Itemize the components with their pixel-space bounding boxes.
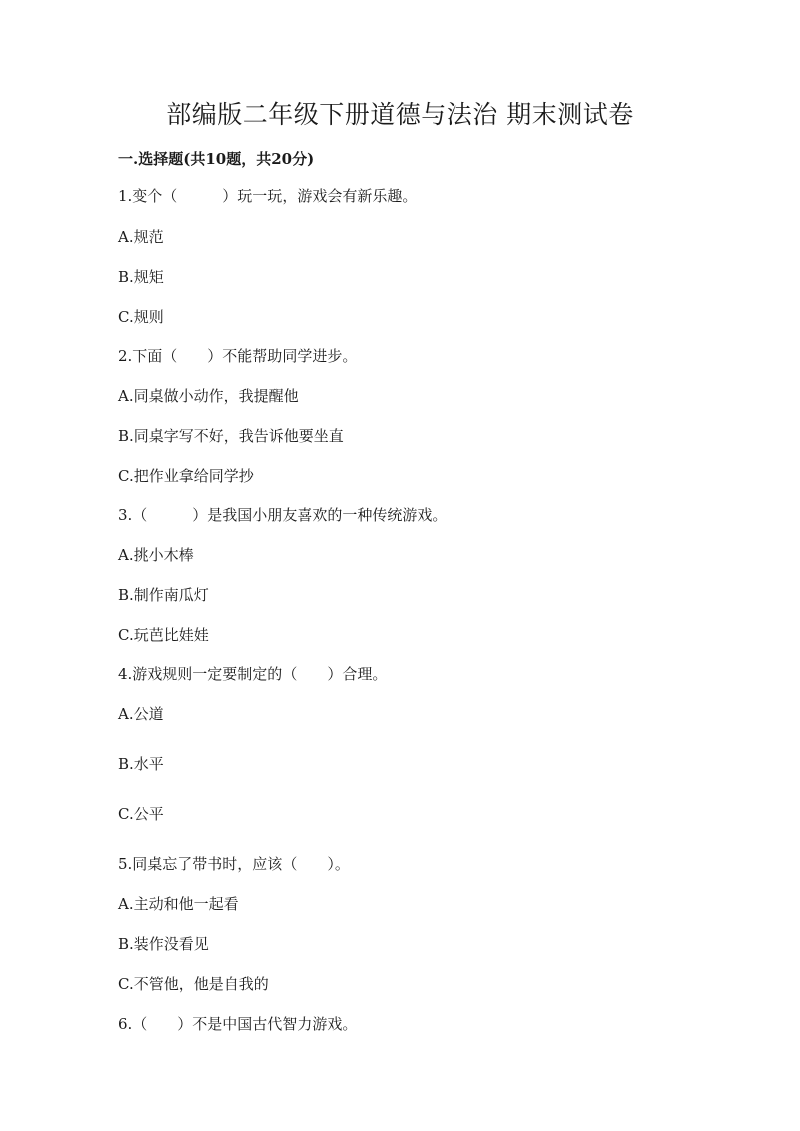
question-3-option-c: C.玩芭比娃娃 [118, 626, 209, 644]
document-title: 部编版二年级下册道德与法治 期末测试卷 [166, 100, 634, 129]
question-2-stem: 2.下面（ ）不能帮助同学进步。 [118, 347, 358, 365]
question-2-option-b: B.同桌字写不好，我告诉他要坐直 [118, 427, 344, 445]
question-3-option-b: B.制作南瓜灯 [118, 586, 209, 604]
question-6-stem: 6.（ ）不是中国古代智力游戏。 [118, 1015, 358, 1033]
section-heading: 一.选择题(共10题，共20分) [118, 150, 315, 168]
question-3-option-a: A.挑小木棒 [118, 546, 194, 564]
question-1-option-a: A.规范 [118, 228, 164, 246]
question-5-option-a: A.主动和他一起看 [118, 895, 239, 913]
question-5-option-c: C.不管他，他是自我的 [118, 975, 269, 993]
question-2-option-a: A.同桌做小动作，我提醒他 [118, 387, 299, 405]
question-4-stem: 4.游戏规则一定要制定的（ ）合理。 [118, 665, 388, 683]
question-1-option-b: B.规矩 [118, 268, 164, 286]
question-2-option-c: C.把作业拿给同学抄 [118, 467, 254, 485]
question-4-option-b: B.水平 [118, 755, 164, 773]
question-5-option-b: B.装作没看见 [118, 935, 209, 953]
question-4-option-c: C.公平 [118, 805, 164, 823]
question-3-stem: 3.（ ）是我国小朋友喜欢的一种传统游戏。 [118, 506, 448, 524]
question-1-option-c: C.规则 [118, 308, 164, 326]
question-1-stem: 1.变个（ ）玩一玩，游戏会有新乐趣。 [118, 187, 418, 205]
question-4-option-a: A.公道 [118, 705, 164, 723]
question-5-stem: 5.同桌忘了带书时，应该（ ）。 [118, 855, 350, 873]
